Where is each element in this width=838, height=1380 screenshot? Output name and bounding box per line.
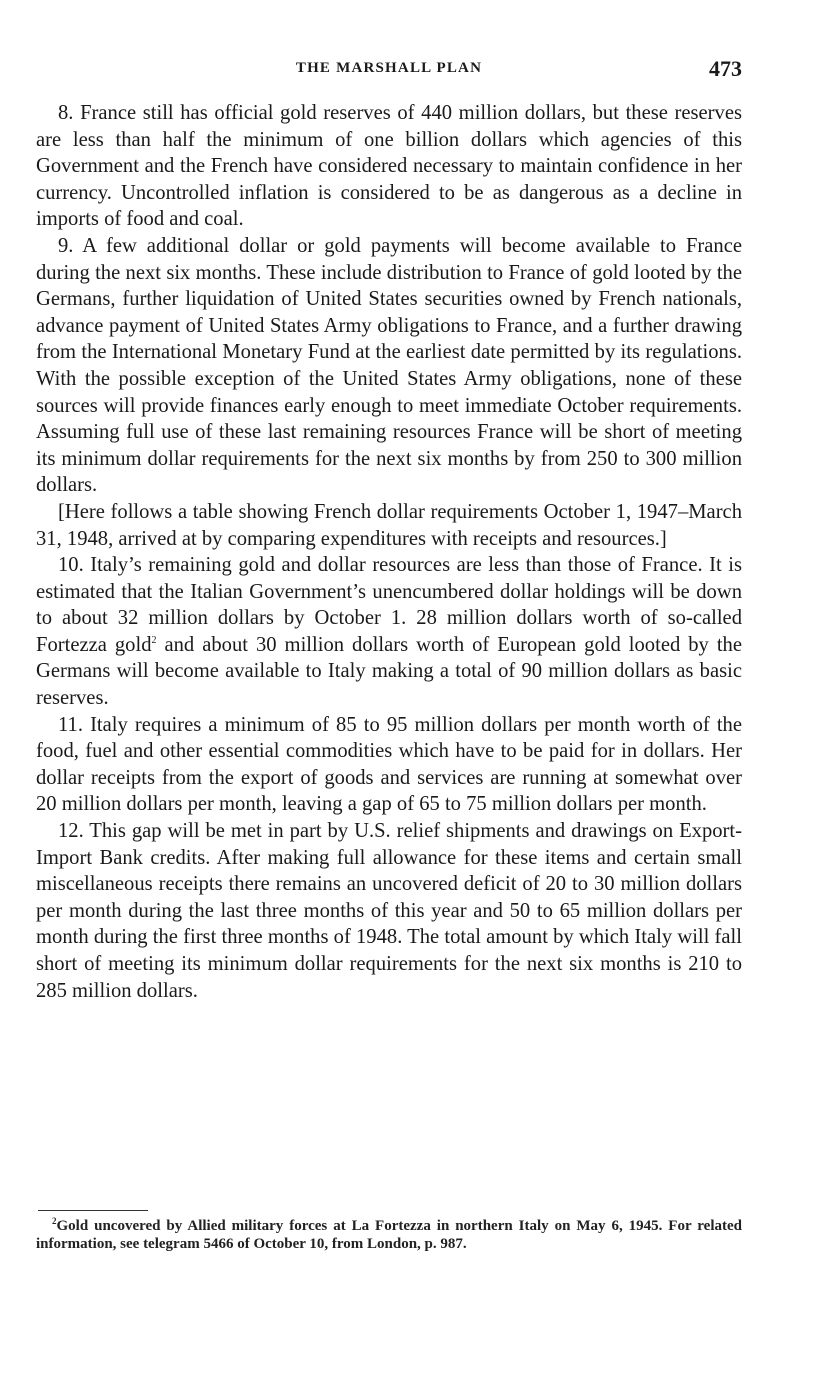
paragraph-12: 12. This gap will be met in part by U.S. relief shipments and drawings on Export-Import Bank credits. After making full allowance for these items and certain small miscellaneous receipts there remains an uncovered deficit of 20 to 30 million dollars per month during the last three months of this year and 50 to 65 million dollars per month during the first three months of 1948. The total amount by which Italy will fall short of meeting its minimum dollar requirements for the next six months is 210 to 285 million dollars.	[36, 820, 742, 1002]
paragraph-10	[36, 552, 742, 712]
footnote-reference: 2	[151, 635, 157, 647]
body-text	[36, 100, 742, 1004]
page-header	[36, 56, 742, 86]
running-title: THE MARSHALL PLAN	[295, 60, 483, 76]
footnote-divider	[38, 1210, 148, 1211]
page-number: 473	[709, 56, 742, 81]
footnote-marker: 2	[52, 1216, 57, 1226]
paragraph-11: 11. Italy requires a minimum of 85 to 95 million dollars per month worth of the food, fuel and other essential commodities which have to be paid for in dollars. Her dollar receipts from the export of goods and services are running at somewhat over 20 million dollars per month, leaving a gap of 65 to 75 million dollars per month.	[36, 713, 742, 816]
paragraph-8: 8. France still has official gold reserves of 440 million dollars, but these reserves are less than half the minimum of one billion dollars which agencies of this Government and the French have considered necessary to maintain confidence in her currency. Uncontrolled inflation is considered to be as dangerous as a decline in imports of food and coal.	[36, 102, 742, 231]
document-page	[36, 0, 742, 1380]
footnote-text: Gold uncovered by Allied military forces at La Fortezza in northern Italy on May 6, 1945. For related information, see telegram 5466 of October 10, from London, p. 987.	[36, 1218, 742, 1252]
paragraph-10-text-b: and about 30 million dollars worth of European gold looted by the Germans will become available to Italy making a total of 90 million dollars as basic reserves.	[36, 633, 742, 710]
paragraph-9: 9. A few additional dollar or gold payments will become available to France during the next six months. These include distribution to France of gold looted by the Germans, further liquidation of United States securities owned by French nationals, advance payment of United States Army obligations to France, and a further drawing from the International Monetary Fund at the earliest date permitted by its regulations. With the possible exception of the United States Army obligations, none of these sources will provide finances early enough to meet immediate October requirements. Assuming full use of these last remaining resources France will be short of meeting its minimum dollar requirements for the next six months by from 250 to 300 million dollars.	[36, 234, 742, 497]
paragraph-10-text-a: 10. Italy’s remaining gold and dollar resources are less than those of France. It is estimated that the Italian Government’s unencumbered dollar holdings will be down to about 32 million dollars by October 1. 28 million dollars worth of so-called Fortezza gold	[36, 554, 742, 656]
editorial-note: [Here follows a table showing French dollar requirements October 1, 1947–March 31, 1948, arrived at by comparing expenditures with receipts and resources.]	[36, 500, 742, 550]
footnote	[36, 1217, 742, 1253]
